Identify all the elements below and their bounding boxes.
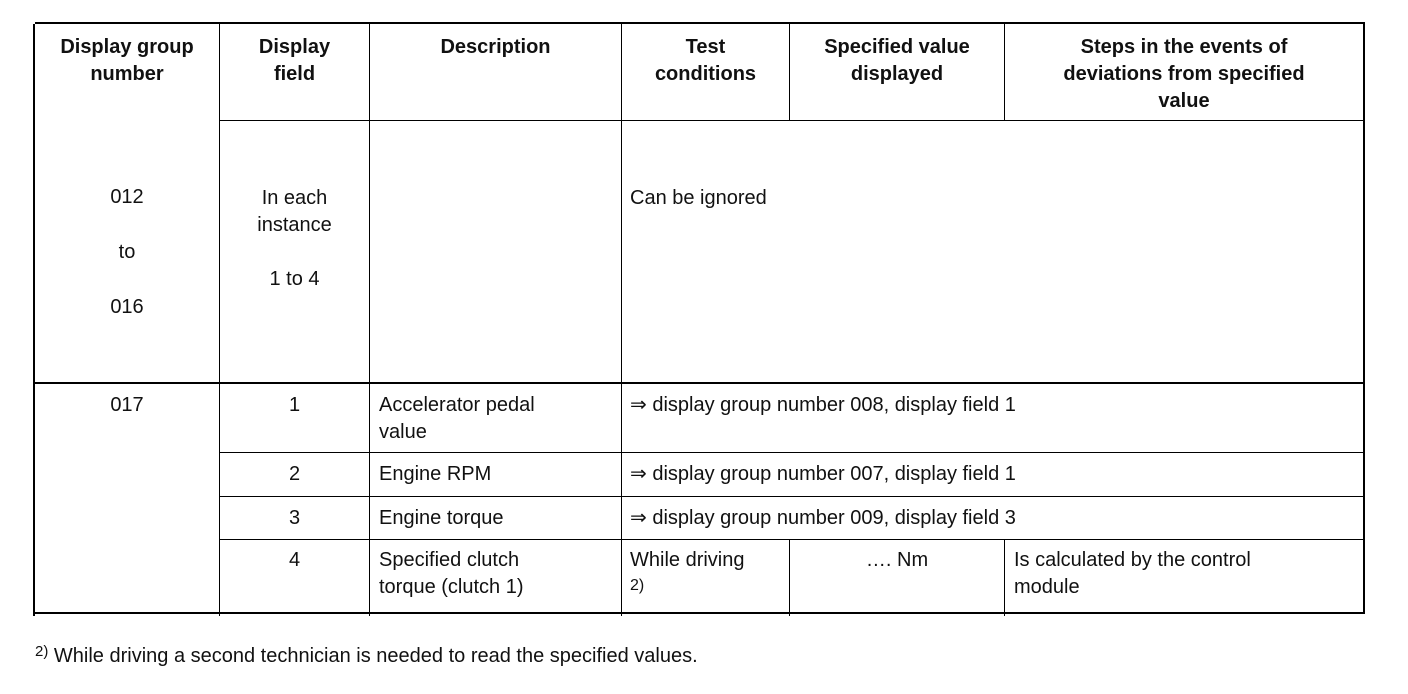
group-017-number: 017: [110, 394, 144, 416]
group-range-from: 012: [110, 186, 144, 208]
group-range-note: Can be ignored: [630, 187, 767, 209]
row-3-field: 3: [288, 507, 301, 529]
row-3-description: Engine torque: [379, 507, 504, 529]
row-2-reference: ⇒ display group number 007, display field 1: [630, 463, 1016, 485]
row-2-field: 2: [288, 463, 301, 485]
header-bottom-line: [219, 120, 1363, 121]
row-4-description: Specified clutch torque (clutch 1): [379, 549, 524, 598]
group-range-field-range: 1 to 4: [269, 268, 320, 290]
row-4-specified-value: …. Nm: [865, 549, 929, 571]
header-steps-on-deviation: Steps in the events of deviations from specified value: [1063, 36, 1305, 112]
row-4-field: 4: [288, 549, 301, 571]
footnote-text: While driving a second technician is needed to read the specified values.: [48, 645, 698, 667]
header-description: Description: [440, 36, 551, 58]
group-range-to-word: to: [118, 241, 136, 263]
footnote: [35, 642, 698, 672]
row-divider-3: [219, 539, 1363, 540]
col-divider-5-row4: [1004, 540, 1005, 616]
header-display-group-number: Display group number: [60, 36, 194, 85]
group-range-field: In each instance: [257, 187, 332, 236]
group-range-to: 016: [110, 296, 144, 318]
group-separator-line: [35, 382, 1363, 384]
row-3-reference: ⇒ display group number 009, display field 3: [630, 507, 1016, 529]
row-divider-1: [219, 452, 1363, 453]
row-1-field: 1: [288, 394, 301, 416]
row-4-test-conditions-note: 2): [630, 577, 645, 594]
col-divider-3: [621, 24, 622, 616]
header-test-conditions: Test conditions: [654, 36, 757, 85]
footnote-marker: 2): [35, 643, 49, 660]
row-2-description: Engine RPM: [379, 463, 492, 485]
header-display-field: Display field: [258, 36, 331, 85]
row-1-description: Accelerator pedal value: [379, 394, 535, 443]
col-divider-2: [369, 24, 370, 616]
row-1-reference: ⇒ display group number 008, display field 1: [630, 394, 1016, 416]
header-specified-value: Specified value displayed: [824, 36, 970, 85]
row-divider-2: [219, 496, 1363, 497]
row-4-steps: Is calculated by the control module: [1014, 549, 1251, 598]
group-range-012-016: [35, 184, 219, 349]
diagnostic-table: [35, 22, 1365, 614]
row-4-test-conditions: While driving: [630, 549, 745, 571]
